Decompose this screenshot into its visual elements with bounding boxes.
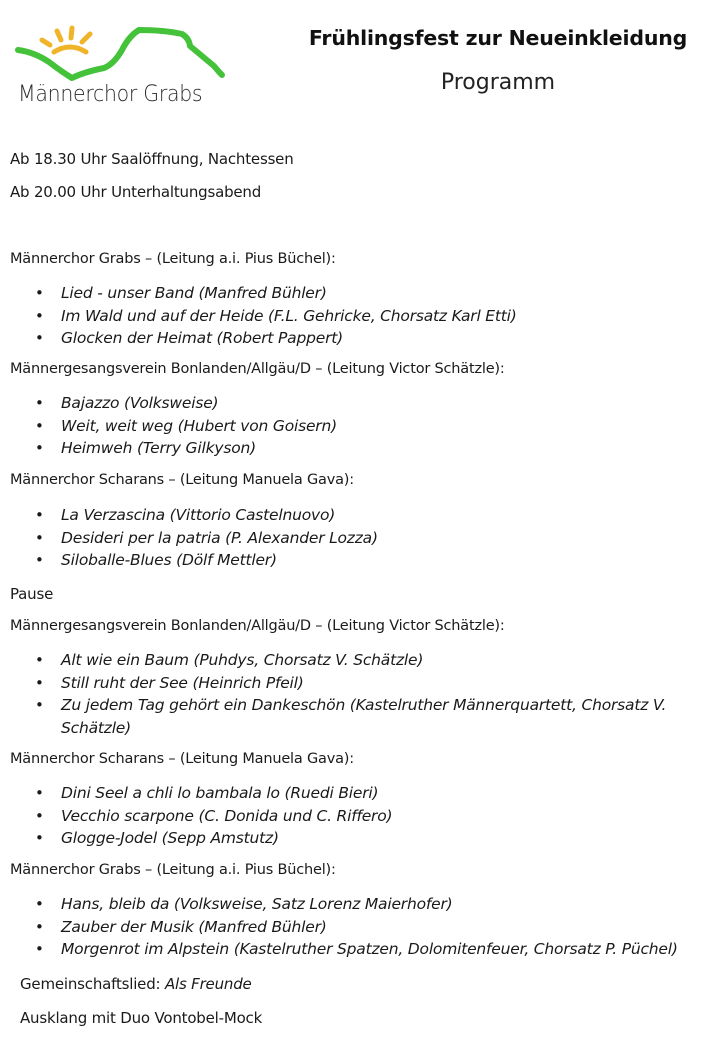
bullet-icon: •	[35, 696, 44, 714]
page-title: Frühlingsfest zur Neueinkleidung	[308, 26, 688, 50]
song-list	[0, 649, 711, 739]
list-item	[0, 694, 711, 739]
song-list	[0, 782, 392, 850]
bullet-icon: •	[35, 784, 44, 802]
song-list	[0, 504, 378, 572]
section-heading: Männerchor Scharans – (Leitung Manuela Gava):	[10, 472, 354, 488]
song-title: Alt wie ein Baum (Puhdys, Chorsatz V. Schätzle)	[61, 651, 424, 669]
bullet-icon: •	[35, 940, 44, 958]
gemeinschaftslied-label: Gemeinschaftslied:	[20, 975, 165, 993]
bullet-icon: •	[35, 895, 44, 913]
pause-label: Pause	[10, 585, 54, 603]
list-item	[0, 549, 378, 572]
song-title: Glogge-Jodel (Sepp Amstutz)	[61, 829, 279, 847]
list-item	[0, 415, 337, 438]
sun-mountain-logo-icon	[14, 20, 229, 90]
ausklang-line: Ausklang mit Duo Vontobel-Mock	[20, 1009, 263, 1027]
bullet-icon: •	[35, 528, 44, 547]
list-item	[0, 649, 711, 672]
section-heading: Männerchor Grabs – (Leitung a.i. Pius Büchel):	[10, 862, 336, 878]
song-title: Still ruht der See (Heinrich Pfeil)	[61, 673, 304, 692]
bullet-icon: •	[35, 506, 44, 524]
mountain-icon	[18, 30, 222, 78]
song-title: Morgenrot im Alpstein (Kastelruther Spatzen, Dolomitenfeuer, Chorsatz P. Püchel)	[61, 940, 678, 958]
section-heading: Männergesangsverein Bonlanden/Allgäu/D – (Leitung Victor Schätzle):	[10, 361, 505, 377]
section-heading: Männergesangsverein Bonlanden/Allgäu/D – (Leitung Victor Schätzle):	[10, 618, 505, 634]
gemeinschaftslied-line	[20, 975, 252, 993]
list-item	[0, 782, 392, 805]
song-title: Heimweh (Terry Gilkyson)	[61, 439, 256, 457]
bullet-icon: •	[35, 329, 44, 347]
list-item	[0, 527, 378, 550]
list-item	[0, 827, 392, 850]
song-title: Vecchio scarpone (C. Donida und C. Riffero)	[61, 806, 393, 825]
bullet-icon: •	[35, 394, 44, 412]
list-item	[0, 893, 678, 916]
bullet-icon: •	[35, 806, 44, 825]
bullet-icon: •	[35, 673, 44, 692]
song-title: Bajazzo (Volksweise)	[61, 394, 219, 412]
song-title: Zauber der Musik (Manfred Bühler)	[61, 917, 327, 936]
page-subtitle: Programm	[440, 70, 556, 95]
song-list	[0, 282, 517, 350]
schedule-line: Ab 18.30 Uhr Saalöffnung, Nachtessen	[10, 150, 294, 168]
song-title: La Verzascina (Vittorio Castelnuovo)	[61, 506, 336, 524]
schedule-line: Ab 20.00 Uhr Unterhaltungsabend	[10, 183, 262, 201]
bullet-icon: •	[35, 651, 44, 669]
song-title: Glocken der Heimat (Robert Pappert)	[61, 329, 343, 347]
list-item	[0, 504, 378, 527]
song-list	[0, 392, 337, 460]
song-title: Lied - unser Band (Manfred Bühler)	[61, 284, 327, 302]
bullet-icon: •	[35, 917, 44, 936]
song-title: Weit, weit weg (Hubert von Goisern)	[61, 416, 337, 435]
list-item	[0, 327, 517, 350]
choir-logo	[14, 20, 229, 110]
list-item	[0, 916, 678, 939]
song-title: Im Wald und auf der Heide (F.L. Gehricke, Chorsatz Karl Etti)	[61, 306, 517, 325]
logo-text: Männerchor Grabs	[18, 82, 203, 107]
list-item	[0, 305, 517, 328]
list-item	[0, 805, 392, 828]
gemeinschaftslied-title: Als Freunde	[164, 975, 252, 993]
list-item	[0, 938, 678, 961]
bullet-icon: •	[35, 416, 44, 435]
sun-icon	[42, 28, 90, 52]
song-title: Siloballe-Blues (Dölf Mettler)	[61, 551, 277, 569]
bullet-icon: •	[35, 306, 44, 325]
song-title: Dini Seel a chli lo bambala lo (Ruedi Bieri)	[61, 784, 379, 802]
song-title: Hans, bleib da (Volksweise, Satz Lorenz Maierhofer)	[61, 895, 453, 913]
section-heading: Männerchor Scharans – (Leitung Manuela Gava):	[10, 751, 354, 767]
bullet-icon: •	[35, 284, 44, 302]
song-title: Zu jedem Tag gehört ein Dankeschön (Kastelruther Männerquartett, Chorsatz V. Schätzle)	[61, 696, 667, 737]
bullet-icon: •	[35, 551, 44, 569]
list-item	[0, 282, 517, 305]
list-item	[0, 392, 337, 415]
section-heading: Männerchor Grabs – (Leitung a.i. Pius Büchel):	[10, 251, 336, 267]
bullet-icon: •	[35, 829, 44, 847]
list-item	[0, 437, 337, 460]
list-item	[0, 672, 711, 695]
bullet-icon: •	[35, 439, 44, 457]
song-title: Desideri per la patria (P. Alexander Lozza)	[61, 528, 378, 547]
song-list	[0, 893, 678, 961]
